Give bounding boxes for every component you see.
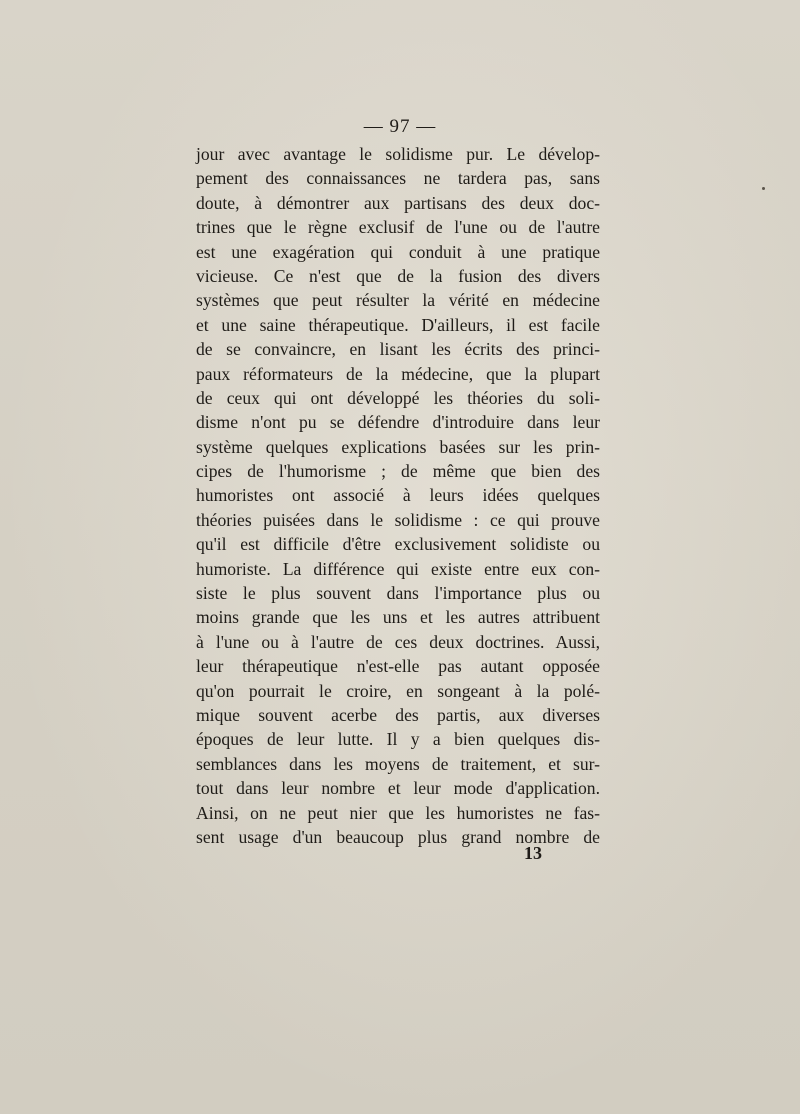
body-text (196, 142, 600, 849)
text-line: humoristes ont associé à leurs idées quelques (196, 485, 600, 506)
text-line: de se convaincre, en lisant les écrits des princi- (196, 339, 600, 360)
text-line: paux réformateurs de la médecine, que la plupart (196, 363, 600, 384)
text-line: est une exagération qui conduit à une pratique (196, 241, 600, 262)
text-line: de ceux qui ont développé les théories du soli- (196, 387, 600, 408)
text-line: leur thérapeutique n'est-elle pas autant opposée (196, 656, 600, 677)
paper-speck (762, 187, 765, 190)
text-line: vicieuse. Ce n'est que de la fusion des divers (196, 265, 600, 286)
text-line: cipes de l'humorisme ; de même que bien des (196, 461, 600, 482)
text-line: système quelques explications basées sur les prin- (196, 436, 600, 457)
text-line: tout dans leur nombre et leur mode d'application. (196, 778, 600, 799)
text-line: moins grande que les uns et les autres attribuent (196, 607, 600, 628)
text-line: mique souvent acerbe des partis, aux diverses (196, 704, 600, 725)
text-line: qu'il est difficile d'être exclusivement solidiste ou (196, 534, 600, 555)
text-line: trines que le règne exclusif de l'une ou de l'autre (196, 217, 600, 238)
text-line: disme n'ont pu se défendre d'introduire dans leur (196, 412, 600, 433)
text-line: époques de leur lutte. Il y a bien quelques dis- (196, 729, 600, 750)
page-number: — 97 — (363, 116, 437, 137)
text-line: et une saine thérapeutique. D'ailleurs, il est facile (196, 314, 600, 335)
text-line: jour avec avantage le solidisme pur. Le dévelop- (196, 144, 600, 164)
signature-mark: 13 (524, 843, 542, 863)
text-line: semblances dans les moyens de traitement, et sur- (196, 753, 600, 774)
text-line: doute, à démontrer aux partisans des deux doc- (196, 192, 600, 213)
text-line: siste le plus souvent dans l'importance plus ou (196, 583, 600, 604)
text-line: théories puisées dans le solidisme : ce qui prouve (196, 509, 600, 530)
text-line: humoriste. La différence qui existe entre eux con- (196, 558, 600, 579)
text-line: sent usage d'un beaucoup plus grand nombre de (196, 826, 600, 847)
text-line: Ainsi, on ne peut nier que les humoristes ne fas- (196, 802, 600, 823)
text-line: à l'une ou à l'autre de ces deux doctrines. Aussi, (196, 631, 600, 652)
text-line: pement des connaissances ne tardera pas, sans (196, 168, 600, 189)
text-line: qu'on pourrait le croire, en songeant à la polé- (196, 680, 600, 701)
text-line: systèmes que peut résulter la vérité en médecine (196, 290, 600, 311)
